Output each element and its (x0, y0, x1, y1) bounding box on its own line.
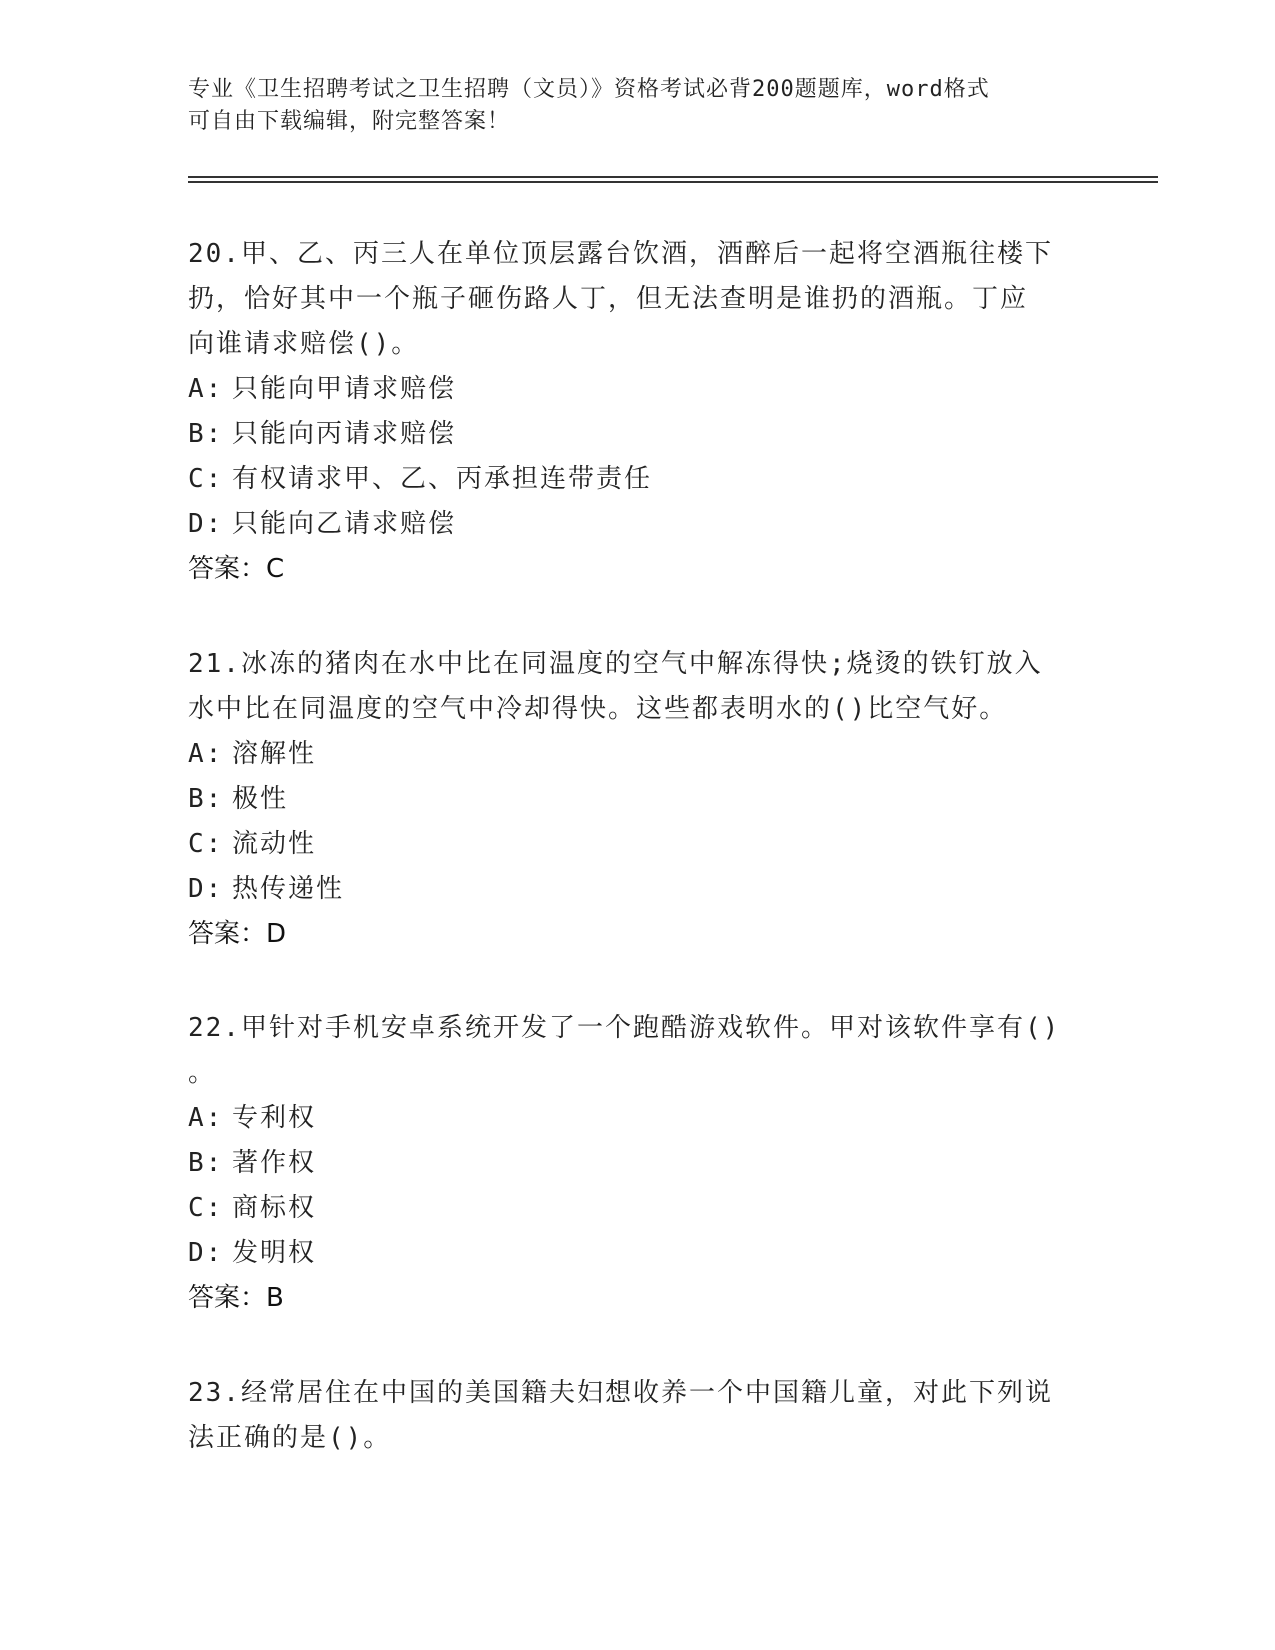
option-key: B: (188, 419, 224, 449)
option-c (188, 1186, 1088, 1231)
question-21 (188, 642, 1088, 957)
option-text: 极性 (232, 784, 289, 814)
option-b (188, 1141, 1088, 1186)
option-text: 只能向丙请求赔偿 (232, 419, 457, 449)
option-text: 专利权 (232, 1103, 317, 1133)
answer-line: 答案：B (188, 1283, 284, 1313)
option-b (188, 412, 1088, 457)
question-stem-line: 法正确的是()。 (188, 1423, 392, 1453)
question-22 (188, 1006, 1088, 1321)
answer-line: 答案：D (188, 919, 287, 949)
option-text: 热传递性 (232, 874, 345, 904)
question-stem-line: 扔，恰好其中一个瓶子砸伤路人丁，但无法查明是谁扔的酒瓶。丁应 (188, 284, 1029, 314)
question-20 (188, 232, 1088, 592)
option-key: B: (188, 1148, 224, 1178)
option-a (188, 367, 1088, 412)
option-key: C: (188, 829, 224, 859)
option-text: 流动性 (232, 829, 317, 859)
option-text: 著作权 (232, 1148, 317, 1178)
option-text: 溶解性 (232, 739, 317, 769)
option-c (188, 457, 1088, 502)
option-d (188, 502, 1088, 547)
question-stem-line: 22.甲针对手机安卓系统开发了一个跑酷游戏软件。甲对该软件享有() (188, 1013, 1061, 1043)
question-stem-line: 向谁请求赔偿()。 (188, 329, 420, 359)
header-divider-bottom (188, 181, 1158, 183)
question-23 (188, 1371, 1088, 1461)
option-key: D: (188, 874, 224, 904)
header-line-1: 专业《卫生招聘考试之卫生招聘（文员）》资格考试必背200题题库，word格式 (188, 77, 990, 102)
option-key: C: (188, 1193, 224, 1223)
question-stem-line: 21.冰冻的猪肉在水中比在同温度的空气中解冻得快;烧烫的铁钉放入 (188, 649, 1043, 679)
answer-line: 答案：C (188, 554, 285, 584)
option-key: A: (188, 1103, 224, 1133)
header-line-2: 可自由下载编辑，附完整答案！ (188, 109, 511, 134)
option-text: 只能向乙请求赔偿 (232, 509, 457, 539)
option-text: 发明权 (232, 1238, 317, 1268)
option-d (188, 1231, 1088, 1276)
option-text: 商标权 (232, 1193, 317, 1223)
option-key: A: (188, 374, 224, 404)
option-key: D: (188, 509, 224, 539)
option-key: D: (188, 1238, 224, 1268)
option-text: 有权请求甲、乙、丙承担连带责任 (232, 464, 653, 494)
header-divider-top (188, 176, 1158, 178)
question-stem-line: 23.经常居住在中国的美国籍夫妇想收养一个中国籍儿童，对此下列说 (188, 1378, 1053, 1408)
option-d (188, 867, 1088, 912)
option-text: 只能向甲请求赔偿 (232, 374, 457, 404)
option-a (188, 1096, 1088, 1141)
option-c (188, 822, 1088, 867)
document-header (188, 74, 1088, 138)
option-key: C: (188, 464, 224, 494)
option-key: A: (188, 739, 224, 769)
option-key: B: (188, 784, 224, 814)
option-b (188, 777, 1088, 822)
option-a (188, 732, 1088, 777)
question-stem-line: 水中比在同温度的空气中冷却得快。这些都表明水的()比空气好。 (188, 694, 1008, 724)
question-stem-line: 20.甲、乙、丙三人在单位顶层露台饮酒，酒醉后一起将空酒瓶往楼下 (188, 239, 1053, 269)
question-stem-line: 。 (188, 1058, 217, 1088)
